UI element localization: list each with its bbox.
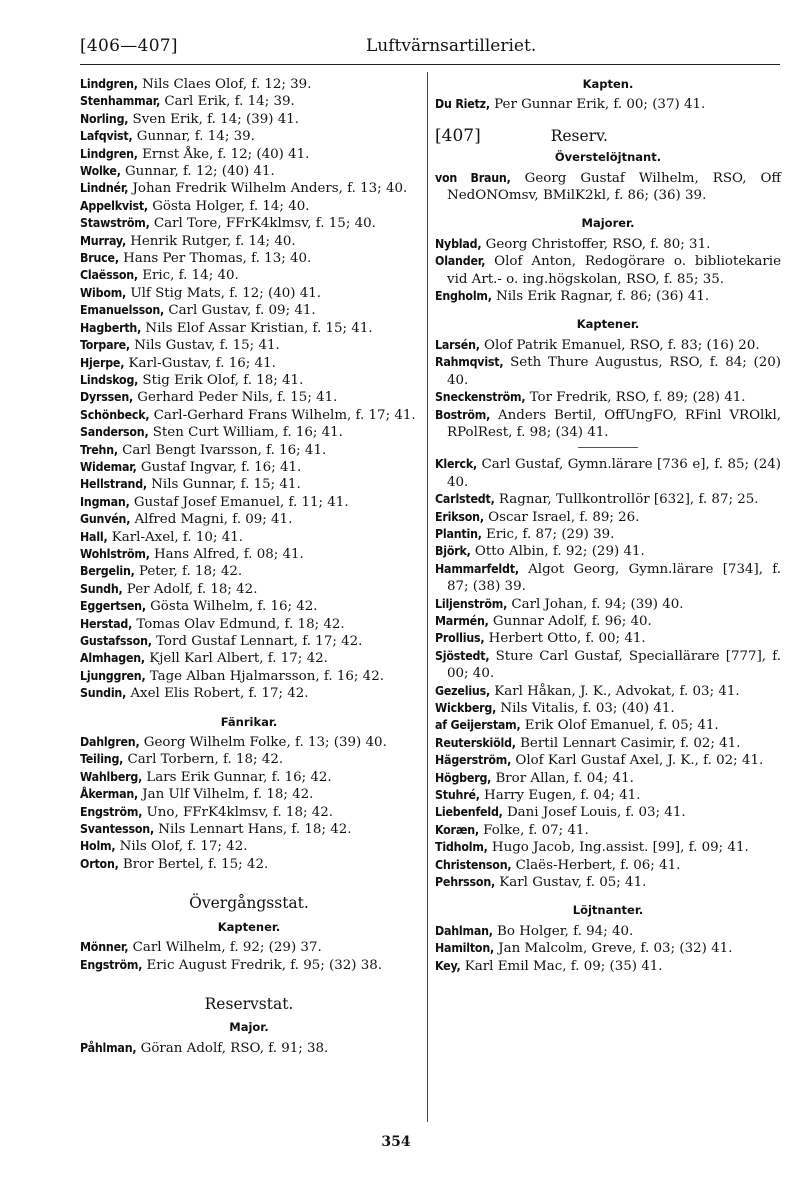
list-item	[80, 685, 418, 702]
surname: Björk,	[435, 544, 471, 559]
entry-details: Nils Erik Ragnar, f. 86; (36) 41.	[491, 289, 710, 305]
entry-details: Carl Torbern, f. 18; 42.	[123, 752, 284, 768]
entry-details: Gösta Wilhelm, f. 16; 42.	[145, 599, 318, 615]
surname: Sundh,	[80, 581, 123, 596]
entry-details: Per Gunnar Erik, f. 00; (37) 41.	[489, 97, 706, 113]
entry-details: Georg Gustaf Wilhelm, RSO, Off NedONOmsv, BMilK2kl, f. 86; (36) 39.	[447, 170, 781, 204]
surname: Hagberth,	[80, 320, 142, 335]
list-item	[435, 839, 781, 856]
surname: Hägerström,	[435, 753, 512, 768]
entry-details: Kjell Karl Albert, f. 17; 42.	[144, 651, 328, 667]
list-item	[435, 630, 781, 647]
list-item	[80, 389, 418, 406]
page-number: 354	[381, 1134, 411, 1150]
entry-details: Lars Erik Gunnar, f. 16; 42.	[142, 769, 332, 785]
list-item	[80, 769, 418, 786]
entry-details: Tomas Olav Edmund, f. 18; 42.	[132, 616, 345, 632]
section-title: Reservstat.	[204, 994, 294, 1013]
entry-details: Carl Gustav, f. 09; 41.	[164, 303, 316, 319]
entry-details: Anders Bertil, OffUngFO, RFinl VROlkl, RPolRest, f. 98; (34) 41.	[447, 407, 781, 440]
entry-details: Otto Albin, f. 92; (29) 41.	[470, 544, 645, 560]
list-item	[435, 683, 781, 700]
entry-details: Eric, f. 14; 40.	[137, 268, 239, 284]
header-rule	[80, 64, 780, 65]
list-item	[80, 821, 418, 838]
list-item	[80, 442, 418, 459]
surname: Olander,	[435, 254, 486, 269]
entry-details: Georg Wilhelm Folke, f. 13; (39) 40.	[139, 735, 387, 751]
surname: Trehn,	[80, 442, 118, 457]
entry-details: Carl Johan, f. 94; (39) 40.	[507, 596, 684, 612]
surname: Engström,	[80, 957, 143, 972]
list-item	[435, 288, 781, 305]
surname: Åkerman,	[80, 787, 139, 802]
entry-details: Peter, f. 18; 42.	[134, 564, 243, 580]
entry-details: Algot Georg, Gymn.lärare [734], f. 87; (38) 39.	[447, 561, 781, 595]
surname: Högberg,	[435, 770, 492, 785]
list-item	[80, 476, 418, 493]
surname: Rahmqvist,	[435, 355, 504, 370]
list-item	[435, 648, 781, 683]
surname: Klerck,	[435, 457, 478, 472]
entry-details: Carl Wilhelm, f. 92; (29) 37.	[128, 940, 322, 956]
entry-details: Ragnar, Tullkontrollör [632], f. 87; 25.	[494, 492, 759, 508]
surname: Hall,	[80, 529, 108, 544]
entry-list	[435, 923, 781, 975]
surname: Hellstrand,	[80, 477, 147, 492]
surname: Engholm,	[435, 289, 492, 304]
list-item	[80, 598, 418, 615]
entry-details: Gustaf Ingvar, f. 16; 41.	[136, 459, 302, 475]
entry-details: Henrik Rutger, f. 14; 40.	[125, 233, 296, 249]
list-item	[80, 1040, 418, 1057]
list-item	[80, 633, 418, 650]
entry-details: Gunnar Adolf, f. 96; 40.	[488, 613, 652, 629]
entry-details: Axel Elis Robert, f. 17; 42.	[126, 686, 309, 702]
section-heading: Överstelöjtnant.	[554, 150, 662, 165]
entry-details: Bror Allan, f. 04; 41.	[491, 770, 634, 786]
list-item	[80, 250, 418, 267]
list-item	[435, 456, 781, 491]
entry-details: Uno, FFrK4klmsv, f. 18; 42.	[142, 804, 334, 820]
surname: Reuterskiöld,	[435, 735, 516, 750]
list-item	[80, 128, 418, 145]
list-item	[435, 596, 781, 613]
surname: Hammarfeldt,	[435, 561, 519, 576]
surname: Stenhammar,	[80, 94, 161, 109]
surname: Du Rietz,	[435, 97, 490, 112]
list-item	[80, 285, 418, 302]
surname: Boström,	[435, 407, 491, 422]
surname: Påhlman,	[80, 1040, 137, 1055]
entry-list	[435, 456, 781, 891]
surname: Larsén,	[435, 337, 480, 352]
entry-details: Karl Håkan, J. K., Advokat, f. 03; 41.	[489, 683, 740, 699]
surname: Wahlberg,	[80, 769, 143, 784]
surname: Ljunggren,	[80, 668, 146, 683]
entry-list	[435, 96, 781, 113]
list-item	[80, 563, 418, 580]
entry-list	[80, 76, 418, 703]
surname: Almhagen,	[80, 651, 145, 666]
surname: Liebenfeld,	[435, 805, 503, 820]
surname: Carlstedt,	[435, 492, 495, 507]
list-item	[435, 526, 781, 543]
list-item	[80, 546, 418, 563]
entry-details: Nils Elof Assar Kristian, f. 15; 41.	[141, 320, 373, 336]
list-item	[80, 93, 418, 110]
surname: Claësson,	[80, 268, 138, 283]
entry-details: Claës-Herbert, f. 06; 41.	[511, 857, 681, 873]
entry-details: Göran Adolf, RSO, f. 91; 38.	[136, 1040, 329, 1056]
surname: Engström,	[80, 804, 143, 819]
list-item	[435, 770, 781, 787]
surname: Koræn,	[435, 822, 479, 837]
surname: af Geijerstam,	[435, 718, 521, 733]
surname: Sundin,	[80, 686, 127, 701]
column-divider	[427, 72, 428, 1122]
surname: Prollius,	[435, 631, 485, 646]
list-item	[80, 146, 418, 163]
surname: Liljenström,	[435, 596, 508, 611]
page-section-header	[435, 125, 781, 146]
surname: Marmén,	[435, 613, 489, 628]
surname: Herstad,	[80, 616, 133, 631]
entry-details: Hans Alfred, f. 08; 41.	[149, 546, 304, 562]
surname: Tidholm,	[435, 840, 488, 855]
surname: Wolke,	[80, 164, 121, 179]
list-item	[435, 236, 781, 253]
entry-details: Stig Erik Olof, f. 18; 41.	[138, 372, 304, 388]
surname: Plantin,	[435, 526, 482, 541]
entry-details: Nils Olof, f. 17; 42.	[115, 839, 248, 855]
entry-details: Olof Patrik Emanuel, RSO, f. 83; (16) 20.	[479, 337, 760, 353]
list-item	[80, 407, 418, 424]
list-item	[80, 355, 418, 372]
entry-list	[80, 734, 418, 873]
page-header	[80, 36, 780, 62]
entry-details: Olof Anton, Redogörare o. bibliotekarie vid Art.- o. ing.högskolan, RSO, f. 85; 35.	[447, 254, 781, 287]
entry-details: Johan Fredrik Wilhelm Anders, f. 13; 40.	[128, 181, 408, 197]
surname: Holm,	[80, 839, 116, 854]
list-item	[435, 543, 781, 560]
list-item	[435, 561, 781, 596]
surname: Torpare,	[80, 338, 130, 353]
surname: Mönner,	[80, 940, 129, 955]
entry-details: Bo Holger, f. 94; 40.	[492, 923, 634, 939]
list-item	[80, 76, 418, 93]
entry-details: Ernst Åke, f. 12; (40) 41.	[137, 146, 310, 162]
list-item	[80, 957, 418, 974]
surname: Eggertsen,	[80, 599, 146, 614]
entry-details: Gerhard Peder Nils, f. 15; 41.	[133, 390, 338, 406]
surname: Nyblad,	[435, 236, 482, 251]
list-item	[435, 822, 781, 839]
surname: Lindgren,	[80, 146, 138, 161]
list-item	[435, 923, 781, 940]
entry-details: Karl Gustav, f. 05; 41.	[495, 875, 647, 891]
surname: Wohlström,	[80, 546, 150, 561]
entry-details: Bror Bertel, f. 15; 42.	[118, 856, 269, 872]
entry-details: Harry Eugen, f. 04; 41.	[479, 788, 641, 804]
list-item	[80, 511, 418, 528]
surname: Dahlgren,	[80, 735, 140, 750]
entry-details: Nils Claes Olof, f. 12; 39.	[137, 77, 312, 92]
page-range: [406—407]	[80, 36, 178, 56]
list-item	[80, 424, 418, 441]
entry-details: Nils Vitalis, f. 03; (40) 41.	[496, 701, 675, 716]
list-item	[80, 372, 418, 389]
section-heading: Löjtnanter.	[572, 903, 644, 918]
entry-details: Jan Ulf Vilhelm, f. 18; 42.	[138, 787, 314, 803]
list-item	[435, 804, 781, 821]
surname: Svantesson,	[80, 822, 154, 837]
entry-details: Karl-Gustav, f. 16; 41.	[124, 355, 276, 371]
list-item	[435, 958, 781, 975]
list-item	[80, 529, 418, 546]
surname: Gezelius,	[435, 683, 490, 698]
entry-details: Oscar Israel, f. 89; 26.	[483, 509, 640, 525]
left-column	[80, 76, 418, 1057]
entry-details: Nils Gunnar, f. 15; 41.	[146, 477, 301, 493]
surname: Lindskog,	[80, 372, 139, 387]
surname: von Braun,	[435, 170, 511, 185]
section-heading: Fänrikar.	[220, 714, 278, 729]
entry-details: Carl Gustaf, Gymn.lärare [736 e], f. 85; (24) 40.	[447, 457, 781, 490]
entry-list	[80, 1040, 418, 1057]
list-item	[435, 407, 781, 442]
list-item	[80, 111, 418, 128]
list-item	[435, 700, 781, 717]
entry-details: Seth Thure Augustus, RSO, f. 84; (20) 40.	[447, 355, 781, 388]
surname: Stuhré,	[435, 788, 480, 803]
list-item	[80, 650, 418, 667]
entry-details: Sture Carl Gustaf, Speciallärare [777], f. 00; 40.	[447, 648, 781, 682]
surname: Pehrsson,	[435, 875, 496, 890]
entry-details: Gunnar, f. 14; 39.	[132, 129, 255, 145]
page-marker: [407]	[435, 125, 481, 146]
list-item	[80, 180, 418, 197]
surname: Wickberg,	[435, 701, 497, 715]
surname: Wibom,	[80, 285, 127, 300]
list-item	[80, 786, 418, 803]
surname: Gunvén,	[80, 512, 131, 527]
surname: Dahlman,	[435, 923, 493, 938]
entry-list	[435, 236, 781, 306]
entry-details: Nils Gustav, f. 15; 41.	[129, 338, 280, 354]
surname: Teiling,	[80, 752, 124, 767]
list-item	[80, 198, 418, 215]
surname: Lafqvist,	[80, 129, 133, 144]
entry-details: Folke, f. 07; 41.	[478, 822, 589, 838]
list-item	[80, 302, 418, 319]
list-item	[80, 337, 418, 354]
section-title: Reserv.	[550, 126, 608, 145]
divider	[578, 447, 638, 448]
entry-details: Karl Emil Mac, f. 09; (35) 41.	[460, 958, 663, 974]
list-item	[80, 856, 418, 873]
list-item	[435, 337, 781, 354]
list-item	[435, 735, 781, 752]
list-item	[435, 752, 781, 769]
surname: Erikson,	[435, 509, 484, 524]
list-item	[80, 804, 418, 821]
entry-details: Dani Josef Louis, f. 03; 41.	[502, 805, 686, 821]
surname: Orton,	[80, 856, 119, 871]
surname: Hamilton,	[435, 941, 494, 956]
entry-details: Hugo Jacob, Ing.assist. [99], f. 09; 41.	[487, 840, 749, 856]
entry-details: Carl Erik, f. 14; 39.	[160, 94, 295, 110]
running-title: Luftvärnsartilleriet.	[366, 36, 537, 56]
entry-list	[435, 170, 781, 205]
entry-details: Jan Malcolm, Greve, f. 03; (32) 41.	[494, 941, 733, 957]
surname: Bergelin,	[80, 564, 135, 579]
list-item	[80, 838, 418, 855]
entry-list	[435, 337, 781, 441]
surname: Bruce,	[80, 251, 119, 266]
entry-details: Carl Bengt Ivarsson, f. 16; 41.	[117, 442, 327, 458]
surname: Hjerpe,	[80, 355, 125, 370]
entry-details: Tor Fredrik, RSO, f. 89; (28) 41.	[525, 390, 746, 406]
entry-details: Sven Erik, f. 14; (39) 41.	[128, 111, 300, 127]
surname: Schönbeck,	[80, 407, 150, 422]
list-item	[80, 163, 418, 180]
section-heading: Majorer.	[581, 216, 635, 231]
surname: Emanuelsson,	[80, 303, 165, 318]
section-heading: Kapten.	[582, 77, 634, 91]
entry-details: Eric August Fredrik, f. 95; (32) 38.	[142, 957, 383, 973]
entry-details: Eric, f. 87; (29) 39.	[481, 526, 615, 542]
list-item	[80, 581, 418, 598]
entry-details: Carl Tore, FFrK4klmsv, f. 15; 40.	[149, 216, 376, 232]
list-item	[435, 509, 781, 526]
list-item	[80, 215, 418, 232]
entry-details: Alfred Magni, f. 09; 41.	[130, 512, 293, 528]
list-item	[435, 354, 781, 389]
list-item	[80, 734, 418, 751]
list-item	[435, 96, 781, 113]
list-item	[435, 940, 781, 957]
list-item	[80, 459, 418, 476]
list-item	[435, 857, 781, 874]
entry-details: Herbert Otto, f. 00; 41.	[484, 631, 646, 647]
surname: Dyrssen,	[80, 390, 134, 405]
surname: Ingman,	[80, 494, 130, 509]
section-heading: Major.	[229, 1020, 269, 1035]
surname: Murray,	[80, 233, 126, 248]
surname: Christenson,	[435, 857, 512, 872]
entry-details: Sten Curt William, f. 16; 41.	[148, 425, 343, 441]
list-item	[435, 874, 781, 891]
entry-details: Gustaf Josef Emanuel, f. 11; 41.	[129, 494, 349, 510]
entry-details: Tord Gustaf Lennart, f. 17; 42.	[151, 634, 363, 649]
list-item	[435, 787, 781, 804]
surname: Key,	[435, 958, 461, 973]
list-item	[80, 668, 418, 685]
surname: Appelkvist,	[80, 198, 148, 213]
list-item	[435, 253, 781, 288]
entry-details: Tage Alban Hjalmarsson, f. 16; 42.	[145, 668, 384, 684]
list-item	[80, 320, 418, 337]
surname: Sjöstedt,	[435, 648, 490, 663]
section-title: Övergångsstat.	[189, 894, 309, 913]
entry-details: Olof Karl Gustaf Axel, J. K., f. 02; 41.	[511, 753, 764, 769]
surname: Sneckenström,	[435, 390, 526, 405]
entry-details: Per Adolf, f. 18; 42.	[122, 581, 258, 597]
list-item	[435, 491, 781, 508]
list-item	[80, 616, 418, 633]
list-item	[435, 170, 781, 205]
surname: Norling,	[80, 111, 129, 126]
surname: Lindgren,	[80, 77, 138, 91]
list-item	[80, 494, 418, 511]
section-heading: Kaptener.	[217, 919, 281, 934]
surname: Sanderson,	[80, 425, 149, 440]
entry-details: Hans Per Thomas, f. 13; 40.	[118, 251, 312, 267]
surname: Widemar,	[80, 459, 137, 474]
entry-details: Karl-Axel, f. 10; 41.	[107, 529, 244, 545]
list-item	[80, 233, 418, 250]
surname: Stawström,	[80, 216, 150, 231]
entry-details: Georg Christoffer, RSO, f. 80; 31.	[481, 236, 711, 252]
list-item	[435, 389, 781, 406]
list-item	[435, 717, 781, 734]
surname: Lindnér,	[80, 181, 129, 196]
list-item	[435, 613, 781, 630]
entry-details: Gösta Holger, f. 14; 40.	[147, 198, 310, 214]
list-item	[80, 751, 418, 768]
entry-details: Ulf Stig Mats, f. 12; (40) 41.	[126, 285, 322, 301]
entry-details: Nils Lennart Hans, f. 18; 42.	[153, 822, 352, 838]
entry-details: Gunnar, f. 12; (40) 41.	[120, 164, 275, 180]
list-item	[80, 267, 418, 284]
entry-details: Carl-Gerhard Frans Wilhelm, f. 17; 41.	[149, 407, 416, 423]
entry-details: Erik Olof Emanuel, f. 05; 41.	[520, 718, 719, 734]
entry-list	[80, 939, 418, 974]
entry-details: Bertil Lennart Casimir, f. 02; 41.	[515, 735, 741, 751]
section-heading: Kaptener.	[576, 317, 640, 332]
surname: Gustafsson,	[80, 634, 152, 648]
list-item	[80, 939, 418, 956]
right-column	[435, 76, 781, 975]
